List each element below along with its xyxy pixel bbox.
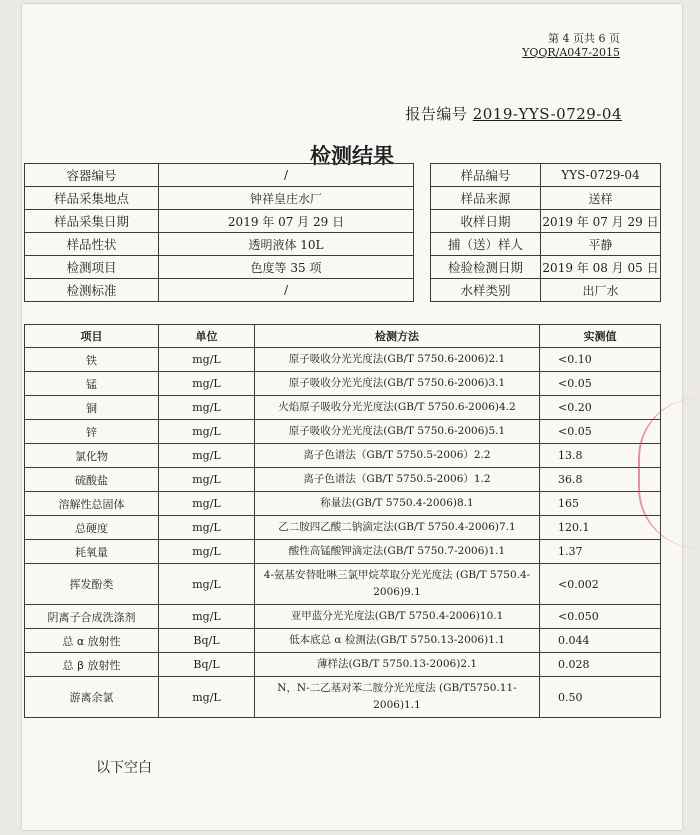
- item-method: 原子吸收分光光度法(GB/T 5750.6-2006)5.1: [255, 420, 540, 444]
- item-value: 1.37: [540, 540, 661, 564]
- test-date-value: 2019 年 08 月 05 日: [541, 256, 661, 279]
- item-method: 低本底总 α 检测法(GB/T 5750.13-2006)1.1: [255, 629, 540, 653]
- item-method: 离子色谱法（GB/T 5750.5-2006）2.2: [255, 444, 540, 468]
- results-header-row: [25, 325, 661, 348]
- container-no-value: /: [159, 164, 414, 187]
- item-method: 乙二胺四乙酸二钠滴定法(GB/T 5750.4-2006)7.1: [255, 516, 540, 540]
- spacer-cell: [414, 210, 431, 233]
- item-value: 36.8: [540, 468, 661, 492]
- info-row: [25, 210, 661, 233]
- table-row: [25, 396, 661, 420]
- item-unit: mg/L: [159, 468, 255, 492]
- item-value: 0.044: [540, 629, 661, 653]
- table-row: [25, 468, 661, 492]
- item-value: <0.05: [540, 420, 661, 444]
- date-label: 样品采集日期: [25, 210, 159, 233]
- sample-info-table: [24, 163, 661, 302]
- header-value: 实测值: [540, 325, 661, 348]
- header-unit: 单位: [159, 325, 255, 348]
- standard-value: /: [159, 279, 414, 302]
- item-name: 溶解性总固体: [25, 492, 159, 516]
- item-method: 酸性高锰酸钾滴定法(GB/T 5750.7-2006)1.1: [255, 540, 540, 564]
- item-unit: mg/L: [159, 444, 255, 468]
- spacer-cell: [414, 256, 431, 279]
- site-label: 样品采集地点: [25, 187, 159, 210]
- sender-value: 平静: [541, 233, 661, 256]
- date-value: 2019 年 07 月 29 日: [159, 210, 414, 233]
- table-row: [25, 420, 661, 444]
- item-name: 硫酸盐: [25, 468, 159, 492]
- item-unit: mg/L: [159, 516, 255, 540]
- item-value: <0.10: [540, 348, 661, 372]
- table-row: [25, 492, 661, 516]
- item-name: 锌: [25, 420, 159, 444]
- report-number-value: 2019-YYS-0729-04: [472, 105, 622, 123]
- site-value: 钟祥皇庄水厂: [159, 187, 414, 210]
- item-value: 0.50: [540, 677, 661, 718]
- item-name: 总硬度: [25, 516, 159, 540]
- item-unit: mg/L: [159, 605, 255, 629]
- item-method: 原子吸收分光光度法(GB/T 5750.6-2006)2.1: [255, 348, 540, 372]
- report-number: [405, 103, 622, 124]
- item-value: <0.002: [540, 564, 661, 605]
- item-value: <0.05: [540, 372, 661, 396]
- item-method: 亚甲蓝分光光度法(GB/T 5750.4-2006)10.1: [255, 605, 540, 629]
- source-value: 送样: [541, 187, 661, 210]
- table-row: [25, 540, 661, 564]
- page-count: 第 4 页共 6 页: [548, 32, 620, 45]
- table-row: [25, 653, 661, 677]
- info-row: [25, 164, 661, 187]
- items-label: 检测项目: [25, 256, 159, 279]
- sample-no-value: YYS-0729-04: [541, 164, 661, 187]
- info-row: [25, 256, 661, 279]
- item-value: <0.20: [540, 396, 661, 420]
- item-unit: mg/L: [159, 348, 255, 372]
- item-unit: Bq/L: [159, 629, 255, 653]
- item-method: 薄样法(GB/T 5750.13-2006)2.1: [255, 653, 540, 677]
- item-value: 120.1: [540, 516, 661, 540]
- report-number-label: 报告编号: [405, 105, 468, 123]
- table-row: [25, 516, 661, 540]
- item-unit: mg/L: [159, 677, 255, 718]
- sender-label: 捕（送）样人: [431, 233, 541, 256]
- state-value: 透明液体 10L: [159, 233, 414, 256]
- table-row: [25, 348, 661, 372]
- sample-no-label: 样品编号: [431, 164, 541, 187]
- spacer-cell: [414, 164, 431, 187]
- item-unit: mg/L: [159, 420, 255, 444]
- item-name: 铜: [25, 396, 159, 420]
- source-label: 样品来源: [431, 187, 541, 210]
- item-method: N，N-二乙基对苯二胺分光光度法 (GB/T5750.11-2006)1.1: [255, 677, 540, 718]
- item-unit: mg/L: [159, 492, 255, 516]
- item-value: 165: [540, 492, 661, 516]
- item-unit: Bq/L: [159, 653, 255, 677]
- document-code: YQQR/A047-2015: [522, 46, 620, 59]
- item-name: 总 β 放射性: [25, 653, 159, 677]
- blank-below-note: 以下空白: [96, 760, 152, 776]
- item-method: 称量法(GB/T 5750.4-2006)8.1: [255, 492, 540, 516]
- items-value: 色度等 35 项: [159, 256, 414, 279]
- item-method: 原子吸收分光光度法(GB/T 5750.6-2006)3.1: [255, 372, 540, 396]
- page-title: 检测结果: [310, 144, 394, 168]
- item-unit: mg/L: [159, 372, 255, 396]
- item-value: 13.8: [540, 444, 661, 468]
- item-name: 总 α 放射性: [25, 629, 159, 653]
- header-method: 检测方法: [255, 325, 540, 348]
- info-row: [25, 187, 661, 210]
- item-name: 锰: [25, 372, 159, 396]
- item-unit: mg/L: [159, 564, 255, 605]
- state-label: 样品性状: [25, 233, 159, 256]
- item-name: 阴离子合成洗涤剂: [25, 605, 159, 629]
- container-no-label: 容器编号: [25, 164, 159, 187]
- item-name: 挥发酚类: [25, 564, 159, 605]
- header-item: 项目: [25, 325, 159, 348]
- item-value: <0.050: [540, 605, 661, 629]
- table-row: [25, 372, 661, 396]
- table-row: [25, 677, 661, 718]
- item-value: 0.028: [540, 653, 661, 677]
- item-name: 铁: [25, 348, 159, 372]
- item-method: 离子色谱法（GB/T 5750.5-2006）1.2: [255, 468, 540, 492]
- test-date-label: 检验检测日期: [431, 256, 541, 279]
- standard-label: 检测标准: [25, 279, 159, 302]
- table-row: [25, 564, 661, 605]
- received-label: 收样日期: [431, 210, 541, 233]
- item-name: 游离余氯: [25, 677, 159, 718]
- item-name: 耗氧量: [25, 540, 159, 564]
- table-row: [25, 629, 661, 653]
- item-method: 火焰原子吸收分光光度法(GB/T 5750.6-2006)4.2: [255, 396, 540, 420]
- info-row: [25, 233, 661, 256]
- spacer-cell: [414, 233, 431, 256]
- info-row: [25, 279, 661, 302]
- item-unit: mg/L: [159, 396, 255, 420]
- table-row: [25, 444, 661, 468]
- water-type-value: 出厂水: [541, 279, 661, 302]
- table-row: [25, 605, 661, 629]
- item-method: 4-氨基安替吡啉三氯甲烷萃取分光光度法 (GB/T 5750.4-2006)9.1: [255, 564, 540, 605]
- results-table: [24, 324, 661, 718]
- spacer-cell: [414, 187, 431, 210]
- received-value: 2019 年 07 月 29 日: [541, 210, 661, 233]
- item-name: 氯化物: [25, 444, 159, 468]
- item-unit: mg/L: [159, 540, 255, 564]
- water-type-label: 水样类别: [431, 279, 541, 302]
- spacer-cell: [414, 279, 431, 302]
